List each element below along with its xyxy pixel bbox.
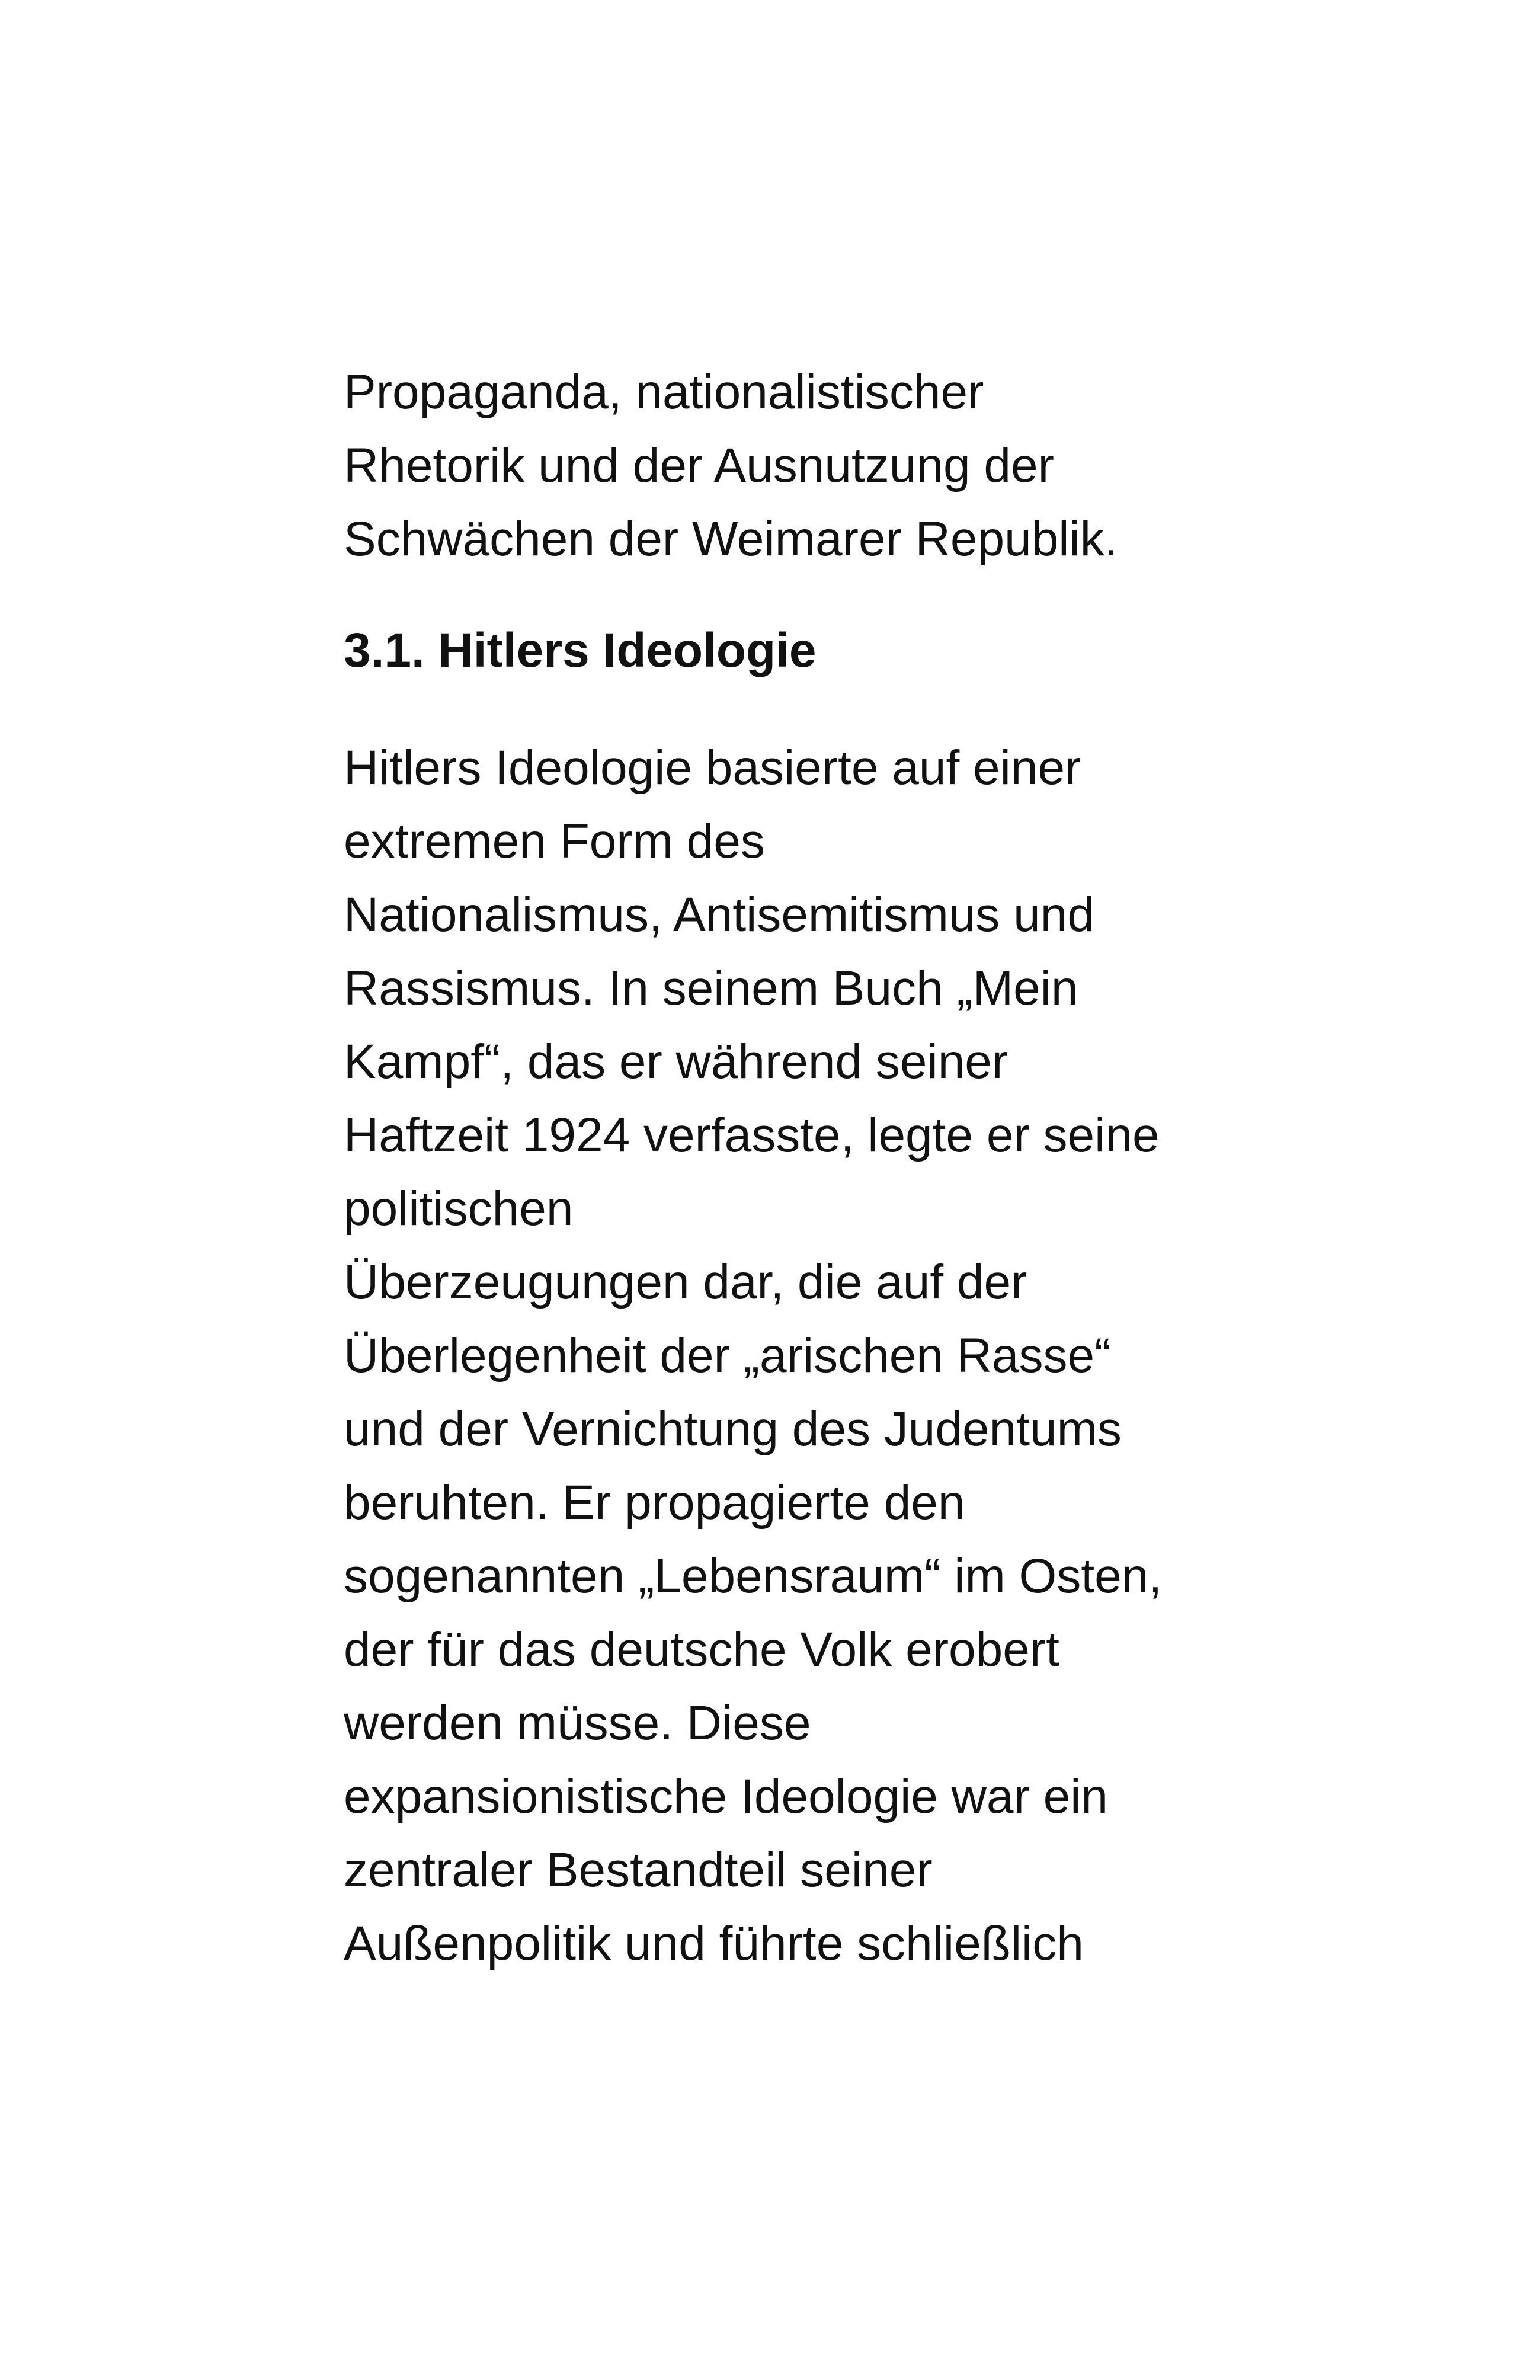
paragraph-line: extremen Form des (344, 814, 765, 868)
paragraph-line: der für das deutsche Volk erobert (344, 1623, 1059, 1677)
paragraph-line: Überlegenheit der „arischen Rasse“ (344, 1329, 1111, 1383)
paragraph-ideology (344, 731, 1232, 1981)
paragraph-line: Hitlers Ideologie basierte auf einer (344, 741, 1081, 795)
paragraph-line: zentraler Bestandteil seiner (344, 1843, 933, 1897)
paragraph-line: Rhetorik und der Ausnutzung der (344, 439, 1054, 492)
paragraph-line: werden müsse. Diese (344, 1696, 811, 1750)
paragraph-line: Rassismus. In seinem Buch „Mein (344, 961, 1078, 1015)
paragraph-line: expansionistische Ideologie war ein (344, 1770, 1109, 1824)
paragraph-line: Überzeugungen dar, die auf der (344, 1255, 1027, 1309)
section-heading: 3.1. Hitlers Ideologie (344, 623, 817, 677)
paragraph-line: Schwächen der Weimarer Republik. (344, 512, 1118, 566)
paragraph-line: Propaganda, nationalistischer (344, 365, 984, 419)
paragraph-intro (344, 356, 1232, 576)
paragraph-line: politischen (344, 1182, 574, 1236)
paragraph-line: Kampf“, das er während seiner (344, 1035, 1008, 1089)
paragraph-line: und der Vernichtung des Judentums (344, 1402, 1122, 1456)
paragraph-line: sogenannten „Lebensraum“ im Osten, (344, 1549, 1163, 1603)
paragraph-line: Haftzeit 1924 verfasste, legte er seine (344, 1108, 1160, 1162)
paragraph-line: Nationalismus, Antisemitismus und (344, 888, 1094, 942)
paragraph-line: Außenpolitik und führte schließlich (344, 1917, 1084, 1970)
paragraph-line: beruhten. Er propagierte den (344, 1476, 965, 1530)
